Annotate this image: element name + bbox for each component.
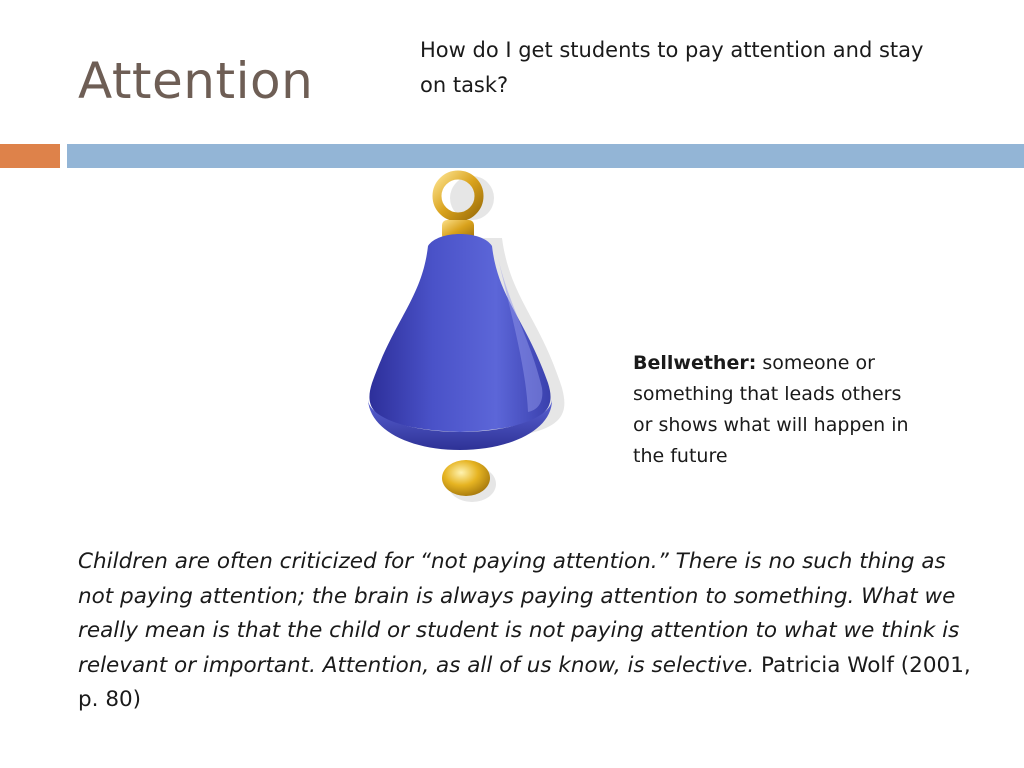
definition-term: Bellwether:	[633, 352, 757, 374]
slide-title: Attention	[78, 52, 314, 110]
slide-question: How do I get students to pay attention and stay on task?	[420, 38, 924, 97]
definition-text: someone or something that leads others or shows what will happen in the future	[633, 352, 909, 467]
bellwether-definition	[633, 348, 913, 472]
bell-icon	[350, 168, 580, 508]
accent-bar-orange	[0, 144, 60, 168]
quote-block	[78, 545, 978, 718]
accent-bar-blue	[67, 144, 1024, 168]
quote-attribution: Patricia Wolf (2001, p. 80)	[78, 652, 971, 712]
quote-text: Children are often criticized for “not paying attention.” There is no such thing as not paying attention; the brain is always paying attention to something. What we really mean is that the child or student is not paying attention to what we think is relevant or important. Attention, as all of us know, is selective.	[78, 549, 960, 678]
